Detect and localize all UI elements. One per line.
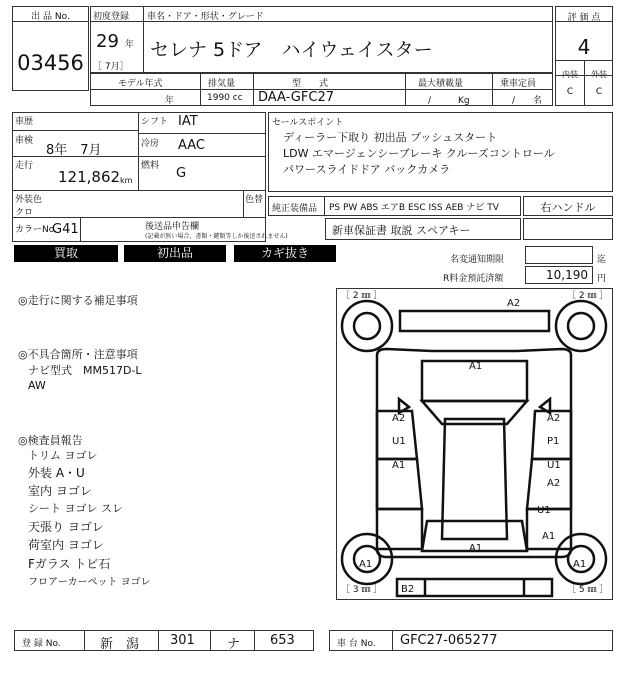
color-no: G41 (52, 222, 79, 237)
model: DAA-GFC27 (258, 90, 334, 105)
divider (200, 73, 201, 106)
registration-class: 301 (170, 633, 195, 648)
recycle-unit: 円 (597, 274, 607, 284)
inspector-line-3: 室内 ヨゴレ (28, 484, 92, 498)
divider (243, 190, 244, 217)
wheel-hub (568, 313, 594, 339)
divider (158, 630, 159, 651)
car-diagram (336, 288, 613, 600)
divider (143, 21, 553, 22)
first-registration-box (90, 6, 144, 73)
recycle-label: R料金預託済額 (443, 274, 504, 284)
divider (492, 73, 493, 106)
shift-label: シフト (141, 117, 169, 127)
history-label: 車歴 (15, 117, 34, 127)
divider (138, 112, 139, 190)
mark-front-bumper: A2 (507, 298, 521, 309)
mileage-unit: km (120, 176, 133, 185)
inspector-line-2: 外装 A・U (28, 466, 85, 480)
sales-point-line-3: パワースライドドア バックカメラ (283, 163, 451, 176)
mark-right-slide-u: U1 (547, 460, 561, 471)
interior-label: 内装 (562, 70, 578, 79)
mileage-label: 走行 (15, 161, 34, 171)
divider (12, 217, 266, 218)
tire-front-left: ［ 2 ㎜ ］ (341, 291, 383, 301)
left-quarter (377, 509, 422, 549)
sales-points-box (268, 112, 613, 192)
inspector-line-4: シート ヨゴレ スレ (28, 502, 123, 515)
divider (80, 217, 81, 242)
body-outline (377, 349, 571, 557)
mark-right-front-door-a: A2 (547, 413, 561, 424)
max-load: / Kg (428, 96, 470, 106)
equipment-items: PS PW ABS エアB ESC ISS AEB ナビ TV (329, 203, 499, 213)
mark-right-quarter-a: A1 (542, 531, 556, 542)
sales-point-line-1: ディーラー下取り 初出品 プッシュスタート (283, 131, 498, 144)
aftermarket-note: (記載が無い場合、書類・鍵類等しか後送されません) (145, 233, 288, 240)
wheel-front-left (342, 301, 392, 351)
recycle-value: 10,190 (546, 268, 588, 282)
first-registration-month: ［ 7月］ (93, 62, 129, 72)
shift: IAT (178, 114, 198, 129)
first-registration-label: 初度登録 (93, 12, 130, 22)
car-name-box (143, 6, 553, 73)
aftermarket-label: 後送品申告欄 (145, 222, 200, 232)
inspector-line-5: 天張り ヨゴレ (28, 520, 104, 534)
chassis-label: 車 台 No. (337, 639, 376, 649)
mark-left-front-door-a: A2 (392, 413, 406, 424)
mark-back-door: A1 (469, 543, 483, 554)
mark-rear-bumper: B2 (401, 584, 415, 595)
divider (12, 21, 89, 22)
inspector-line-8: フロアーカーペット ヨゴレ (28, 577, 151, 588)
divider (254, 630, 255, 651)
divider (12, 130, 138, 131)
name-change-label: 名変通知期限 (450, 255, 505, 265)
inspector-line-7: Fガラス トビ石 (28, 557, 111, 571)
divider (405, 73, 406, 106)
registration-area: 新 潟 (100, 637, 140, 652)
tire-rear-left: ［ 3 ㎜ ］ (341, 585, 383, 595)
name-change-box (525, 246, 593, 264)
divider (253, 73, 254, 106)
displacement-label: 排気量 (208, 79, 236, 89)
ext-color-label: 外装色 (15, 195, 43, 205)
defect-line-1: ナビ型式 MM517D-L (28, 364, 142, 377)
windshield (422, 401, 527, 424)
registration-number: 653 (270, 633, 295, 648)
defect-line-2: AW (28, 379, 46, 392)
mark-rear-right-wheel: A1 (573, 559, 587, 570)
car-name-label: 車名・ドア・形状・グレード (147, 12, 264, 22)
defects-label: ◎不具合箇所・注意事項 (18, 348, 138, 361)
ext-color: クロ (15, 208, 34, 218)
warranty-spare-box (523, 218, 613, 240)
inspector-line-1: トリム ヨゴレ (28, 449, 98, 462)
registration-label: 登 録 No. (22, 639, 61, 649)
year-unit: 年 (125, 40, 135, 50)
mark-right-front-door-p: P1 (547, 436, 560, 447)
mark-left-front-door-u: U1 (392, 436, 406, 447)
color-change-label: 色替 (245, 195, 264, 205)
inspection: 8年 7月 (46, 143, 102, 158)
model-year-unit: 年 (165, 96, 175, 106)
color-no-label: カラーNo. (15, 225, 57, 235)
sales-point-line-2: LDW エマージェンシーブレーキ クルーズコントロール (283, 147, 555, 160)
driving-notes-label: ◎走行に関する補足事項 (18, 294, 138, 307)
divider (12, 190, 266, 191)
registration-kana: ナ (227, 637, 241, 652)
max-load-label: 最大積載量 (418, 79, 464, 89)
exterior-grade: C (595, 87, 603, 97)
fuel-label: 燃料 (141, 161, 160, 171)
mileage: 121,862 (58, 168, 121, 186)
tag-key-removed: カギ抜き (234, 245, 336, 262)
car-diagram-svg (337, 289, 612, 599)
fuel: G (176, 166, 187, 181)
wheel-front-right (556, 301, 606, 351)
divider (324, 196, 325, 216)
divider (138, 133, 266, 134)
divider (392, 630, 393, 651)
exterior-label: 外装 (591, 70, 607, 79)
capacity-label: 乗車定員 (500, 79, 537, 89)
rear-bumper (397, 579, 552, 596)
inspector-label: ◎検査員報告 (18, 434, 83, 447)
car-name: セレナ 5ドア ハイウェイスター (150, 39, 433, 61)
divider (84, 630, 85, 651)
tag-kaitori: 買取 (14, 245, 118, 262)
inspection-label: 車検 (15, 136, 34, 146)
mark-left-rear: A1 (392, 460, 406, 471)
displacement: 1990 cc (207, 93, 243, 103)
name-change-unit: 迄 (597, 255, 607, 265)
warranty-box (325, 218, 521, 240)
divider (555, 21, 613, 22)
sales-points-label: セールスポイント (272, 118, 344, 128)
ac-label: 冷房 (141, 139, 160, 149)
tire-rear-right: ［ 5 ㎜ ］ (567, 585, 609, 595)
ac: AAC (178, 138, 205, 153)
equipment-box (268, 196, 521, 216)
divider (210, 630, 211, 651)
score: 4 (577, 35, 591, 59)
lot-number: 03456 (17, 51, 84, 75)
score-label: 評 価 点 (567, 13, 601, 23)
handle-box (523, 196, 613, 216)
interior-grade: C (566, 87, 574, 97)
first-registration-year: 29 (96, 31, 119, 52)
mark-right-slide-a: A2 (547, 478, 561, 489)
model-label: 型 式 (292, 79, 329, 89)
warranty: 新車保証書 取説 スペアキー (332, 224, 471, 237)
recycle-box (525, 266, 593, 284)
handle: 右ハンドル (540, 201, 596, 214)
tag-first-listing: 初出品 (124, 245, 226, 262)
mark-right-quarter-u: U1 (537, 505, 551, 516)
front-bumper (400, 311, 549, 331)
tire-front-right: ［ 2 ㎜ ］ (567, 291, 609, 301)
chassis-number: GFC27-065277 (400, 633, 498, 648)
mark-rear-left-wheel: A1 (359, 559, 373, 570)
wheel-hub (354, 313, 380, 339)
mark-hood: A1 (469, 361, 483, 372)
inspector-line-6: 荷室内 ヨゴレ (28, 538, 104, 552)
model-year-label: モデル年式 (118, 79, 163, 89)
lot-number-box (12, 6, 89, 91)
capacity: / 名 (512, 96, 543, 106)
lot-number-label: 出 品 No. (31, 12, 70, 22)
divider (90, 21, 144, 22)
divider (584, 60, 585, 106)
equipment-label: 純正装備品 (272, 204, 318, 214)
